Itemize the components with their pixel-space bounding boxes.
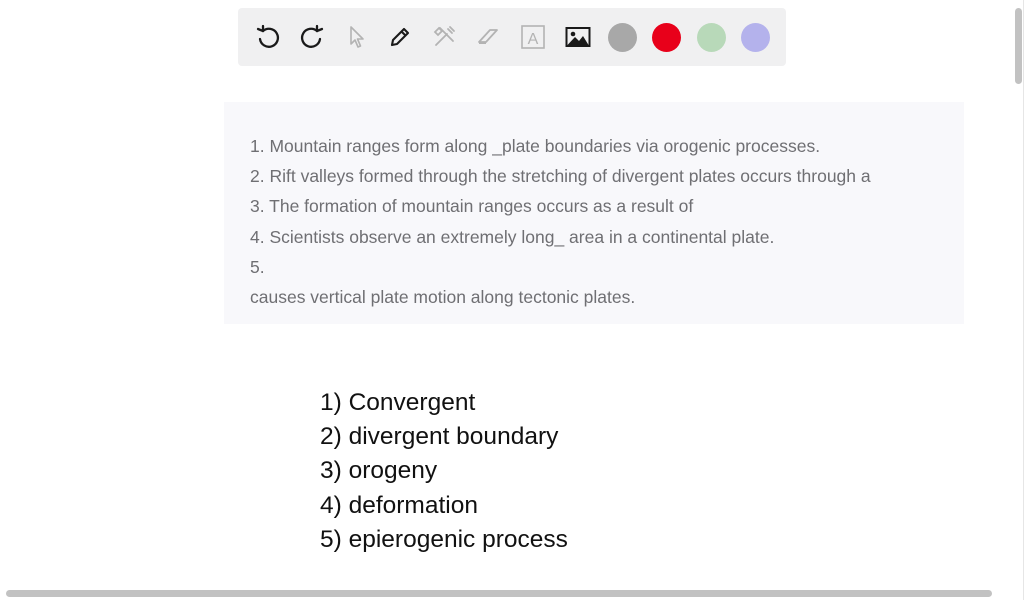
select-button[interactable] xyxy=(342,23,370,51)
question-text xyxy=(224,102,964,324)
answer-line: 1) Convergent xyxy=(320,389,476,416)
eraser-button[interactable] xyxy=(474,23,502,51)
answer-line: 5) epierogenic process xyxy=(320,525,568,553)
answer-text xyxy=(320,386,568,557)
pen-button[interactable] xyxy=(386,23,414,51)
tools-icon xyxy=(430,23,458,51)
question-line: causes vertical plate motion along tectonic plates. xyxy=(250,287,636,308)
question-line: 2. Rift valleys formed through the stretching of divergent plates occurs through a xyxy=(250,166,871,187)
pointer-icon xyxy=(342,23,370,51)
drawing-toolbar xyxy=(238,8,786,66)
color-gray-swatch[interactable] xyxy=(608,23,637,52)
undo-icon xyxy=(254,23,282,51)
tools-button[interactable] xyxy=(430,23,458,51)
horizontal-scrollbar[interactable] xyxy=(6,590,992,597)
redo-button[interactable] xyxy=(298,23,326,51)
color-green-swatch[interactable] xyxy=(697,23,726,52)
pen-icon xyxy=(386,23,414,51)
answer-line: 2) divergent boundary xyxy=(320,423,559,451)
question-line: 3. The formation of mountain ranges occurs as a result of xyxy=(250,196,694,217)
redo-icon xyxy=(298,23,326,51)
question-line: 4. Scientists observe an extremely long_ area in a continental plate. xyxy=(250,226,775,247)
color-red-swatch[interactable] xyxy=(652,23,681,52)
color-purple-swatch[interactable] xyxy=(741,23,770,52)
text-icon xyxy=(519,23,547,51)
question-line: 1. Mountain ranges form along _plate boundaries via orogenic processes. xyxy=(250,136,821,156)
answer-line: 3) orogeny xyxy=(320,457,438,485)
svg-text:A: A xyxy=(527,31,539,48)
image-icon xyxy=(564,23,592,51)
question-line: 5. xyxy=(250,256,265,277)
eraser-icon xyxy=(474,23,502,51)
image-button[interactable] xyxy=(564,23,592,51)
answer-line: 4) deformation xyxy=(320,491,478,519)
undo-button[interactable] xyxy=(254,23,282,51)
vertical-scrollbar[interactable] xyxy=(1015,8,1022,84)
text-button[interactable] xyxy=(519,23,547,51)
